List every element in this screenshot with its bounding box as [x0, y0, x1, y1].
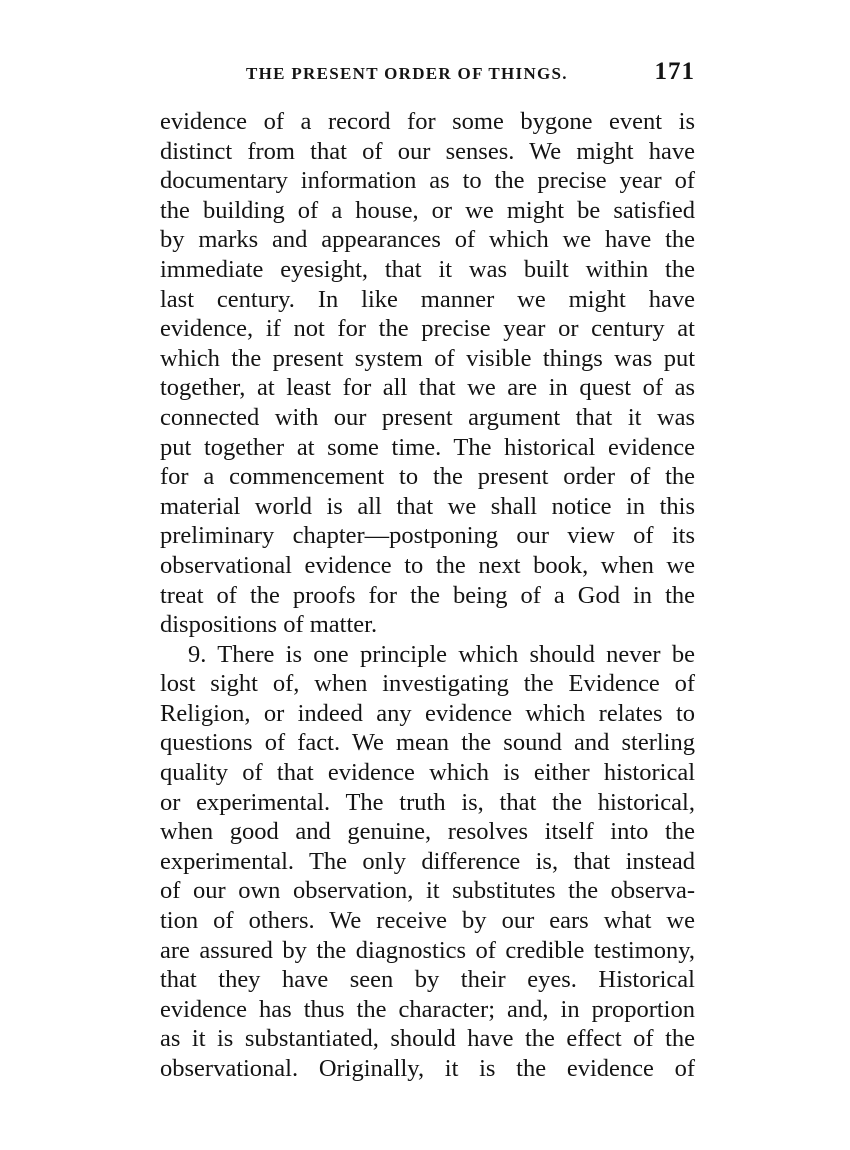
text-line: evidence, if not for the precise year or century at: [160, 315, 695, 343]
text-line: of our own observation, it substitutes the observa-: [160, 877, 695, 905]
text-line: by marks and appearances of which we have the: [160, 226, 695, 254]
page-number: 171: [654, 58, 695, 85]
text-line: put together at some time. The historical evidence: [160, 433, 695, 461]
paragraph-start-line: 9. There is one principle which should never be: [188, 640, 695, 668]
text-line: last century. In like manner we might have: [160, 285, 695, 313]
text-line: tion of others. We receive by our ears what we: [160, 907, 695, 935]
text-line: preliminary chapter—postponing our view of its: [160, 522, 695, 550]
text-line: evidence has thus the character; and, in proportion: [160, 995, 695, 1023]
text-line: experimental. The only difference is, that instead: [160, 847, 695, 875]
text-line: material world is all that we shall notice in this: [160, 492, 695, 520]
text-line: which the present system of visible things was put: [160, 344, 695, 372]
text-line: questions of fact. We mean the sound and sterling: [160, 729, 695, 757]
text-line: are assured by the diagnostics of credible testimony,: [160, 936, 695, 964]
text-line: observational evidence to the next book, when we: [160, 551, 695, 579]
text-line: distinct from that of our senses. We might have: [160, 137, 695, 165]
text-line: evidence of a record for some bygone event is: [160, 108, 695, 135]
text-line: as it is substantiated, should have the effect of the: [160, 1025, 695, 1053]
text-line: together, at least for all that we are in quest of as: [160, 374, 695, 402]
text-line: connected with our present argument that it was: [160, 403, 695, 431]
running-head: [160, 58, 695, 90]
text-line: Religion, or indeed any evidence which relates to: [160, 699, 695, 727]
text-line: the building of a house, or we might be satisfied: [160, 196, 695, 224]
text-line: that they have seen by their eyes. Historical: [160, 966, 695, 994]
text-line: documentary information as to the precise year of: [160, 167, 695, 195]
paragraph-end-line: dispositions of matter.: [160, 611, 378, 639]
body-text: [160, 107, 695, 1084]
text-line: treat of the proofs for the being of a God in the: [160, 581, 695, 609]
text-line: immediate eyesight, that it was built within the: [160, 255, 695, 283]
text-line: when good and genuine, resolves itself into the: [160, 818, 695, 846]
text-line: for a commencement to the present order of the: [160, 463, 695, 491]
text-line: lost sight of, when investigating the Evidence of: [160, 670, 695, 698]
text-line: observational. Originally, it is the evidence of: [160, 1055, 695, 1082]
running-title: THE PRESENT ORDER OF THINGS.: [246, 64, 568, 83]
text-line: or experimental. The truth is, that the historical,: [160, 788, 695, 816]
text-line: quality of that evidence which is either historical: [160, 759, 695, 787]
